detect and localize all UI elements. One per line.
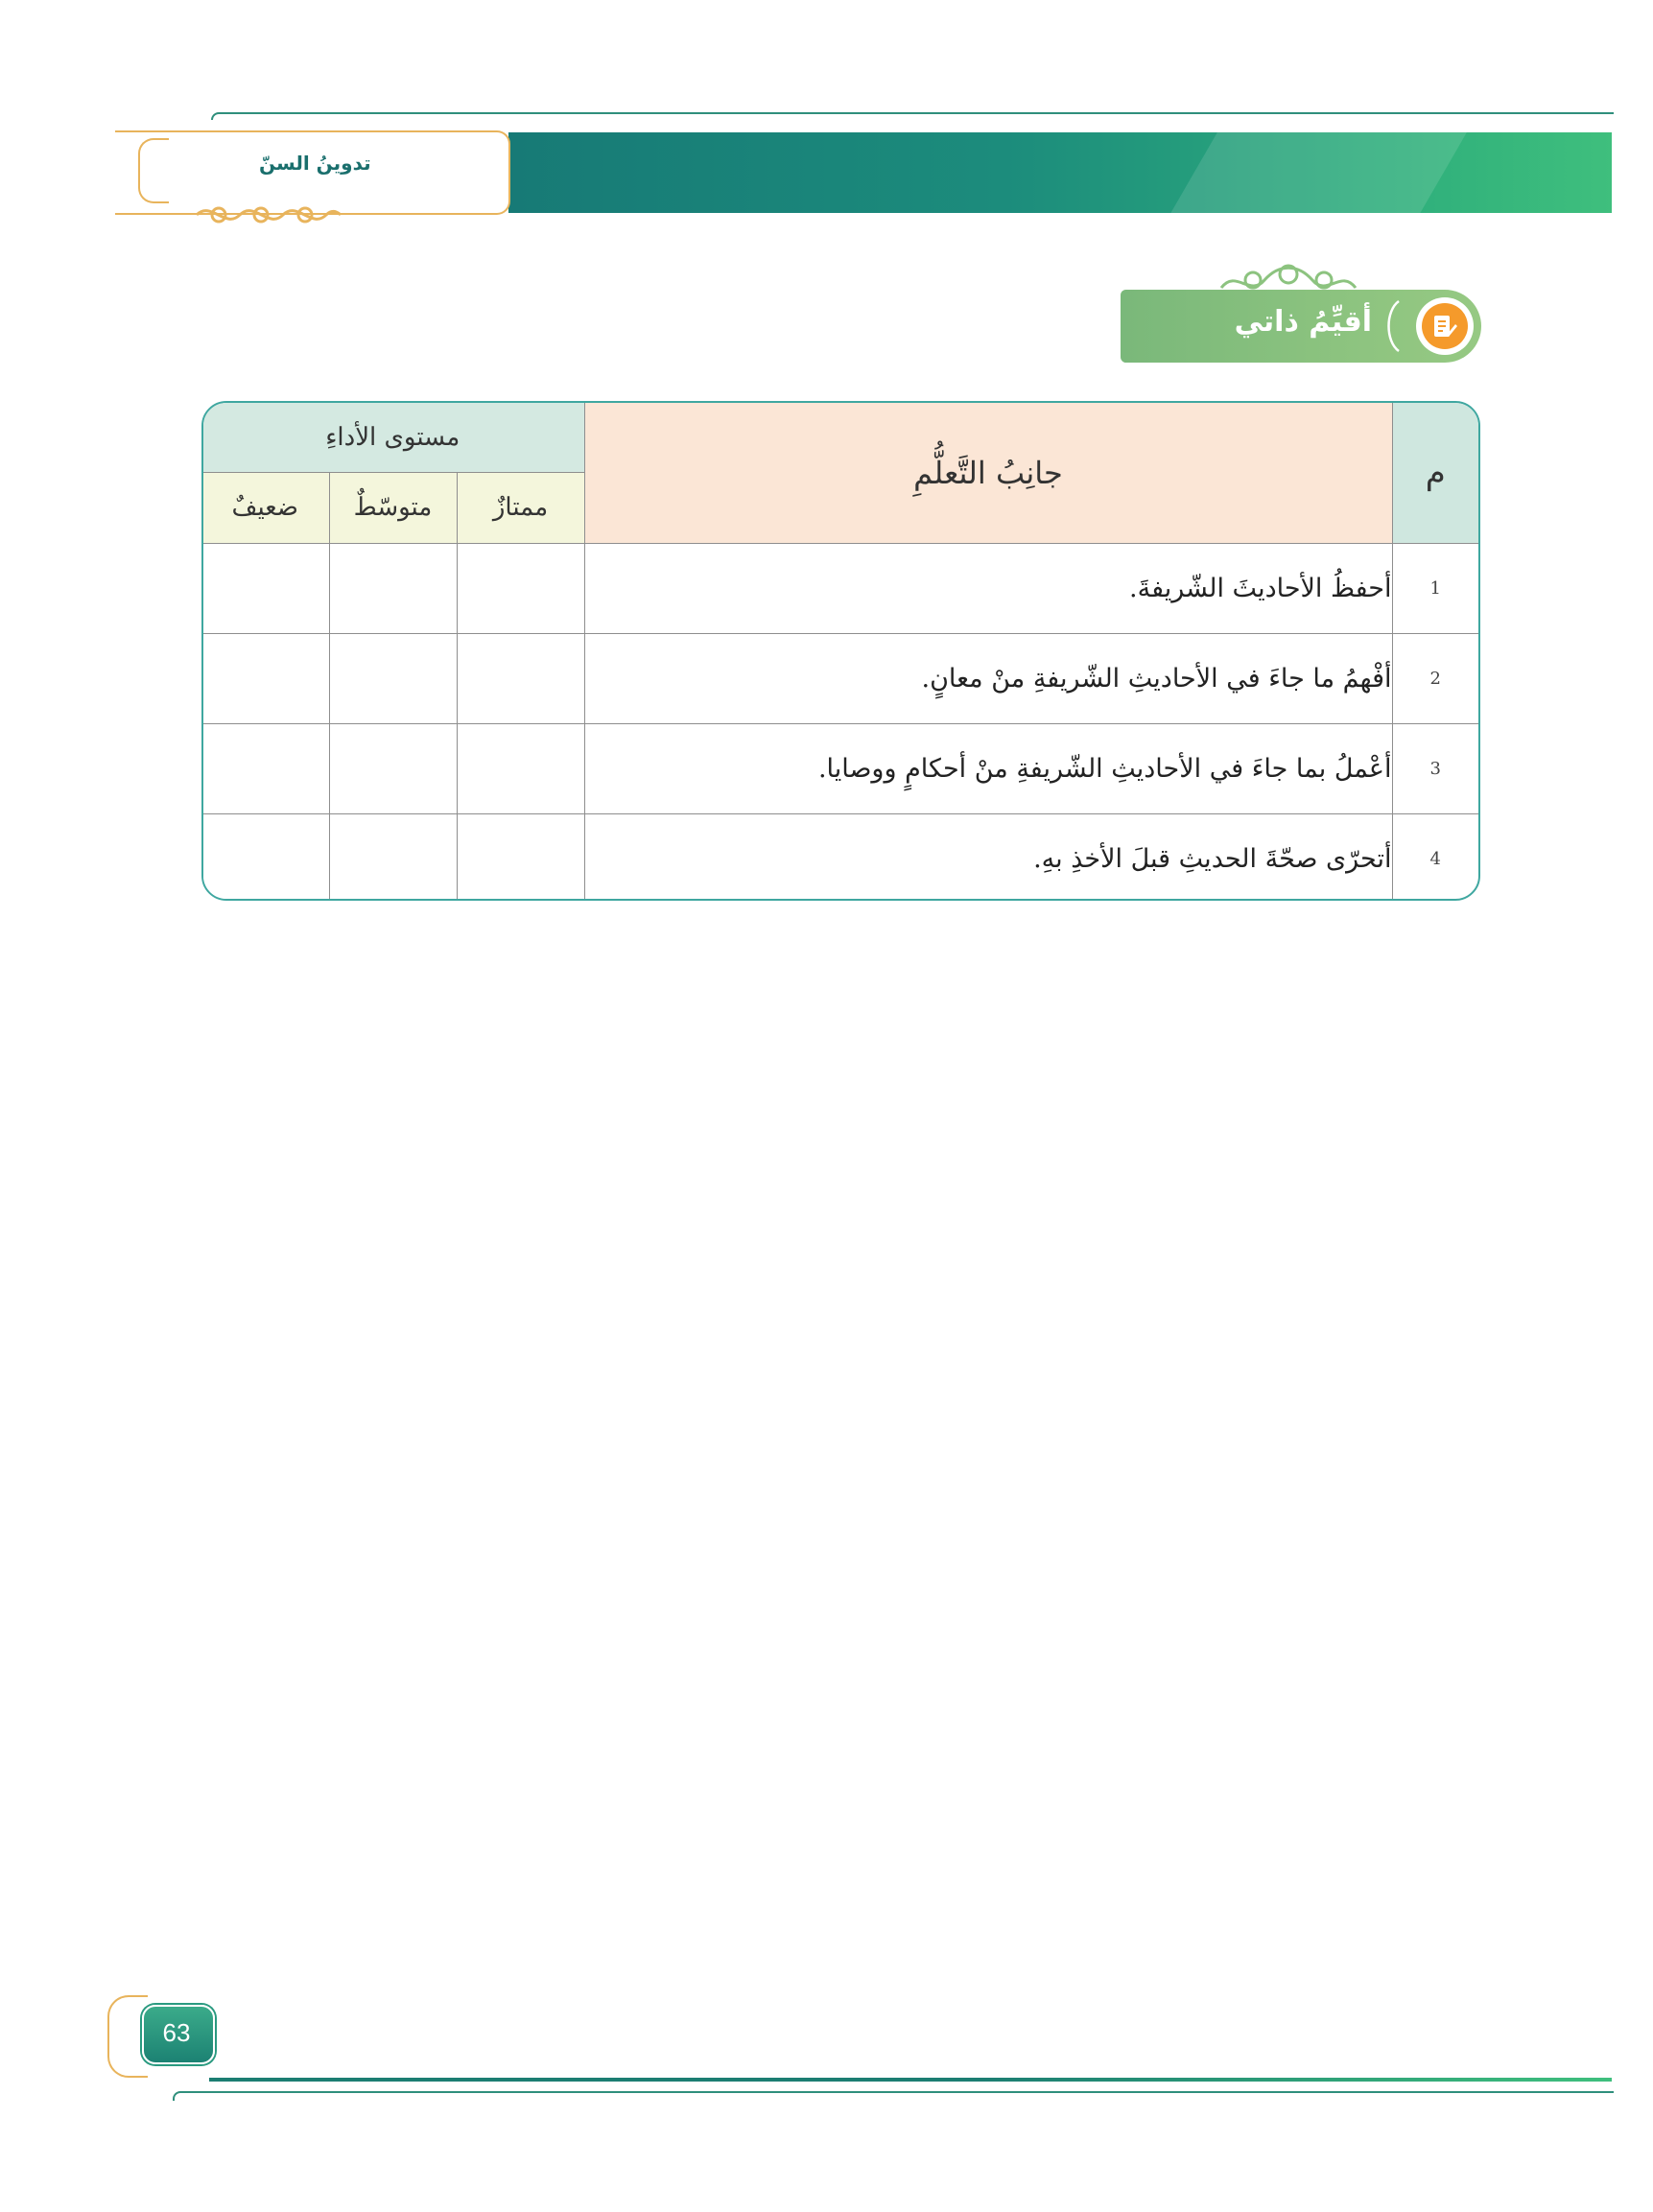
table-row (201, 633, 1478, 723)
section-title: أقيِّمُ ذاتي (1234, 305, 1372, 339)
table-row (201, 813, 1478, 901)
rubric-table (201, 403, 1478, 901)
row-number: 3 (1392, 723, 1478, 813)
rating-cell-weak[interactable] (201, 723, 329, 813)
learning-aspect-text: أحفظُ الأحاديثَ الشّريفةَ. (584, 543, 1392, 633)
rating-cell-average[interactable] (329, 723, 457, 813)
rating-cell-average[interactable] (329, 813, 457, 901)
unit-title: تدوينُ السنّ (259, 152, 371, 175)
performance-level-header: مستوى الأداءِ (201, 403, 584, 472)
rating-cell-excellent[interactable] (457, 813, 584, 901)
notepad-pencil-icon (1430, 312, 1459, 341)
rating-cell-weak[interactable] (201, 813, 329, 901)
learning-aspect-header: جانِبُ التَّعلُّمِ (584, 403, 1392, 543)
header-top-line (211, 112, 1614, 120)
learning-aspect-text: أعْملُ بما جاءَ في الأحاديثِ الشّريفةِ منْ أحكامٍ ووصايا. (584, 723, 1392, 813)
header-band (508, 132, 1612, 213)
rating-cell-average[interactable] (329, 543, 457, 633)
row-number: 4 (1392, 813, 1478, 901)
table-row (201, 543, 1478, 633)
page-number: 63 (162, 2018, 191, 2047)
table-row (201, 723, 1478, 813)
footer-line (209, 2078, 1612, 2082)
learning-aspect-text: أتحرّى صحّةَ الحديثِ قبلَ الأخذِ بهِ. (584, 813, 1392, 901)
badge-swirl-icon (1378, 297, 1406, 355)
level-header-average: متوسّطٌ (329, 472, 457, 543)
row-number: 1 (1392, 543, 1478, 633)
level-header-weak: ضعيفٌ (201, 472, 329, 543)
rating-cell-excellent[interactable] (457, 633, 584, 723)
footer-bottom-line (173, 2091, 1614, 2101)
rating-cell-excellent[interactable] (457, 723, 584, 813)
self-assessment-icon (1416, 297, 1474, 355)
header-sheen (1140, 132, 1489, 213)
level-header-excellent: ممتازٌ (457, 472, 584, 543)
self-assessment-table (201, 401, 1480, 901)
index-column-header: م (1392, 403, 1478, 543)
header-ornament-icon (192, 196, 345, 234)
rating-cell-weak[interactable] (201, 543, 329, 633)
rating-cell-excellent[interactable] (457, 543, 584, 633)
row-number: 2 (1392, 633, 1478, 723)
learning-aspect-text: أفْهمُ ما جاءَ في الأحاديثِ الشّريفةِ منْ معانٍ. (584, 633, 1392, 723)
unit-label-bracket (138, 138, 169, 203)
rating-cell-weak[interactable] (201, 633, 329, 723)
rating-cell-average[interactable] (329, 633, 457, 723)
